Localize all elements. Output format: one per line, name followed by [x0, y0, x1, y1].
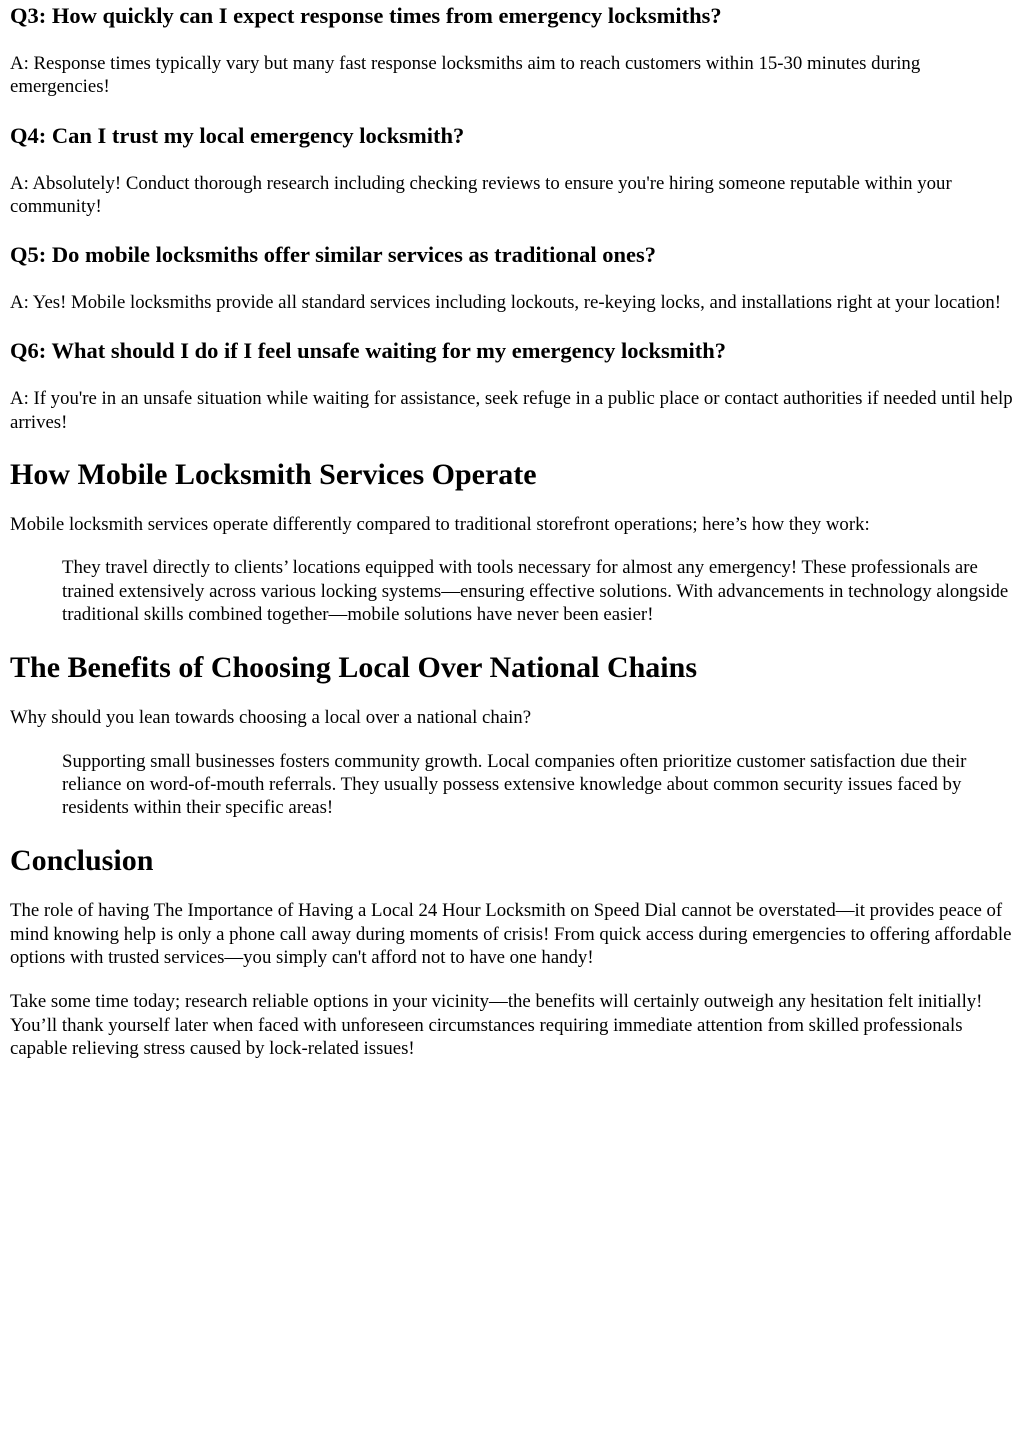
local-benefits-intro: Why should you lean towards choosing a local over a national chain?	[10, 707, 532, 729]
mobile-services-quote-text: They travel directly to clients’ locations equipped with tools necessary for almost any emergency! These professionals are trained extensively across various locking systems—ensuring effective solutions. With advancements in technology alongside traditional skills combined together—mobile solutions have never been easier!	[62, 557, 1009, 625]
mobile-services-intro: Mobile locksmith services operate differently compared to traditional storefront operations; here’s how they work:	[10, 514, 870, 536]
conclusion-paragraph-1: The role of having The Importance of Having a Local 24 Hour Locksmith on Speed Dial cannot be overstated—it provides peace of mind knowing help is only a phone call away during moments of crisis! From quick access during emergencies to offering affordable options with trusted services—you simply can't afford not to have one handy!	[10, 900, 1012, 969]
faq-answer-q5: A: Yes! Mobile locksmiths provide all standard services including lockouts, re-keying locks, and installations right at your location!	[10, 292, 1002, 314]
heading-local-benefits: The Benefits of Choosing Local Over National Chains	[10, 651, 697, 685]
local-benefits-quote	[62, 750, 1014, 820]
heading-mobile-services: How Mobile Locksmith Services Operate	[10, 458, 537, 492]
faq-question-q5: Q5: Do mobile locksmiths offer similar services as traditional ones?	[10, 242, 656, 268]
faq-answer-q3: A: Response times typically vary but many fast response locksmiths aim to reach customers within 15-30 minutes during emergencies!	[10, 53, 921, 98]
local-benefits-quote-text: Supporting small businesses fosters community growth. Local companies often prioritize customer satisfaction due their reliance on word-of-mouth referrals. They usually possess extensive knowledge about common security issues faced by residents within their specific areas!	[62, 750, 967, 819]
mobile-services-quote	[62, 556, 1014, 626]
conclusion-paragraph-2: Take some time today; research reliable options in your vicinity—the benefits will certainly outweigh any hesitation felt initially! You’ll thank yourself later when faced with unforeseen circumstances requiring immediate attention from skilled professionals capable relieving stress caused by lock-related issues!	[10, 991, 983, 1059]
faq-question-q6: Q6: What should I do if I feel unsafe waiting for my emergency locksmith?	[10, 338, 727, 364]
faq-answer-q4: A: Absolutely! Conduct thorough research including checking reviews to ensure you're hiring someone reputable within your community!	[10, 172, 952, 217]
faq-answer-q6: A: If you're in an unsafe situation while waiting for assistance, seek refuge in a public place or contact authorities if needed until help arrives!	[10, 388, 1013, 433]
article-content	[10, 0, 1014, 1060]
faq-question-q4: Q4: Can I trust my local emergency locksmith?	[10, 122, 465, 148]
faq-question-q3: Q3: How quickly can I expect response times from emergency locksmiths?	[10, 3, 722, 28]
heading-conclusion: Conclusion	[10, 844, 154, 878]
